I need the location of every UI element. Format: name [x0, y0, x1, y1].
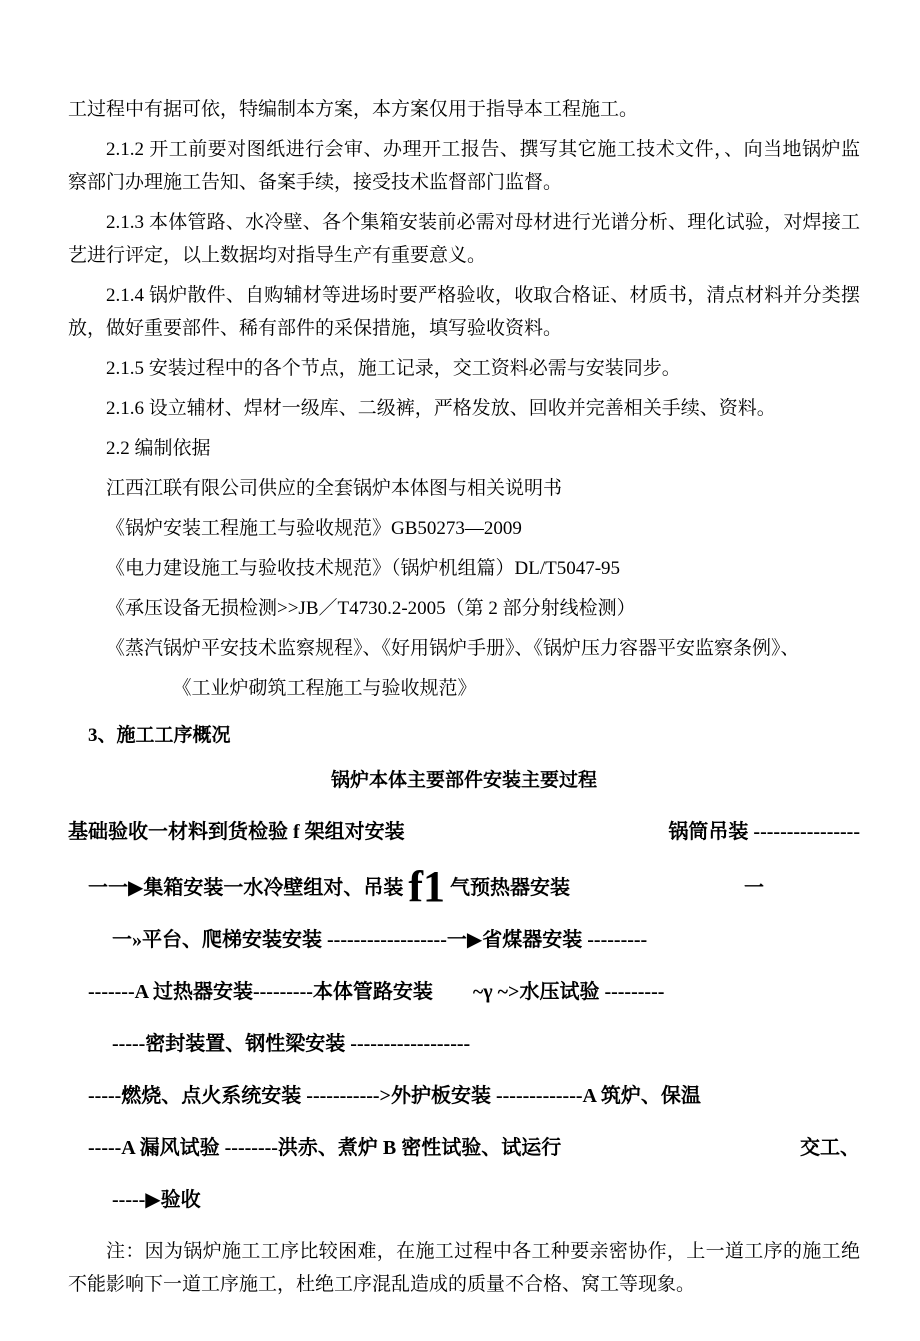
flow-step-line: [68, 1183, 860, 1217]
flow-step-text: 锅筒吊装 ----------------: [668, 821, 860, 843]
flow-step-text: -------A 过热器安装---------本体管路安装 ~γ ~>水压试验 ---------: [88, 981, 665, 1003]
body-paragraph: 工过程中有据可依，特编制本方案，本方案仅用于指导本工程施工。: [68, 99, 639, 120]
flow-step-text: [88, 862, 571, 911]
flow-step-text: -----A 漏风试验 --------洪赤、煮炉 B 密性试验、试运行: [88, 1137, 562, 1159]
flow-step-line: [68, 1131, 860, 1165]
reference-item: 《蒸汽锅炉平安技术监察规程》、《好用锅炉手册》、《锅炉压力容器平安监察条例》、: [106, 638, 800, 659]
flow-step-text: -----燃烧、点火系统安装 ----------->外护板安装 -------------A 筑炉、保温: [88, 1085, 701, 1107]
flow-big-glyph: f1: [408, 862, 446, 911]
flow-step-text: 基础验收一材料到货检验 f 架组对安装: [68, 821, 405, 843]
flow-step-text: 一: [744, 877, 764, 899]
flow-step-text: 气预热器安装: [445, 877, 571, 899]
flow-step-line: [68, 815, 860, 849]
body-paragraph: 2.1.3 本体管路、水冷壁、各个集箱安装前必需对母材进行光谱分析、理化试验，对焊接工艺进行评定，以上数据均对指导生产有重要意义。: [68, 212, 860, 266]
body-paragraph: 2.1.6 设立辅材、焊材一级库、二级裤，严格发放、回收并完善相关手续、资料。: [106, 398, 776, 419]
flow-step-line: [68, 923, 860, 957]
section-label: 2.2 编制依据: [106, 438, 211, 459]
flow-step-text: 一»平台、爬梯安装安装 ------------------一▶省煤器安装 ---------: [112, 929, 648, 951]
reference-item: 《锅炉安装工程施工与验收规范》GB50273—2009: [106, 518, 522, 539]
flow-step-text: -----▶验收: [112, 1189, 201, 1211]
flow-step-text: 交工、: [800, 1137, 860, 1159]
flow-step-line: [68, 862, 860, 911]
section-heading: 3、施工工序概况: [88, 725, 231, 746]
body-paragraph: 2.1.5 安装过程中的各个节点，施工记录，交工资料必需与安装同步。: [106, 358, 681, 379]
reference-item: 《工业炉砌筑工程施工与验收规范》: [172, 678, 477, 699]
flow-step-text: 一一▶集箱安装一水冷壁组对、吊装: [88, 877, 409, 899]
body-paragraph: 2.1.4 锅炉散件、自购辅材等进场时要严格验收，收取合格证、材质书，清点材料并分类摆放，做好重要部件、稀有部件的采保措施，填写验收资料。: [68, 285, 860, 339]
flow-step-text: -----密封装置、钢性梁安装 ------------------: [112, 1033, 471, 1055]
body-paragraph: 2.1.2 开工前要对图纸进行会审、办理开工报告、撰写其它施工技术文件，、向当地锅炉监察部门办理施工告知、备案手续，接受技术监督部门监督。: [68, 139, 860, 193]
flow-step-line: [68, 1027, 860, 1061]
flow-step-line: [68, 1079, 860, 1113]
flow-step-line: [68, 975, 860, 1009]
reference-item: 《承压设备无损检测>>JB／T4730.2-2005（第 2 部分射线检测）: [106, 598, 636, 619]
reference-item: 《电力建设施工与验收技术规范》（锅炉机组篇）DL/T5047-95: [106, 558, 621, 579]
reference-item: 江西江联有限公司供应的全套锅炉本体图与相关说明书: [106, 478, 563, 499]
process-title: 锅炉本体主要部件安装主要过程: [330, 770, 597, 791]
process-flow-diagram: [68, 815, 860, 1217]
note-paragraph: 注：因为锅炉施工工序比较困难，在施工过程中各工种要亲密协作，上一道工序的施工绝不能影响下一道工序施工，杜绝工序混乱造成的质量不合格、窝工等现象。: [68, 1241, 860, 1295]
